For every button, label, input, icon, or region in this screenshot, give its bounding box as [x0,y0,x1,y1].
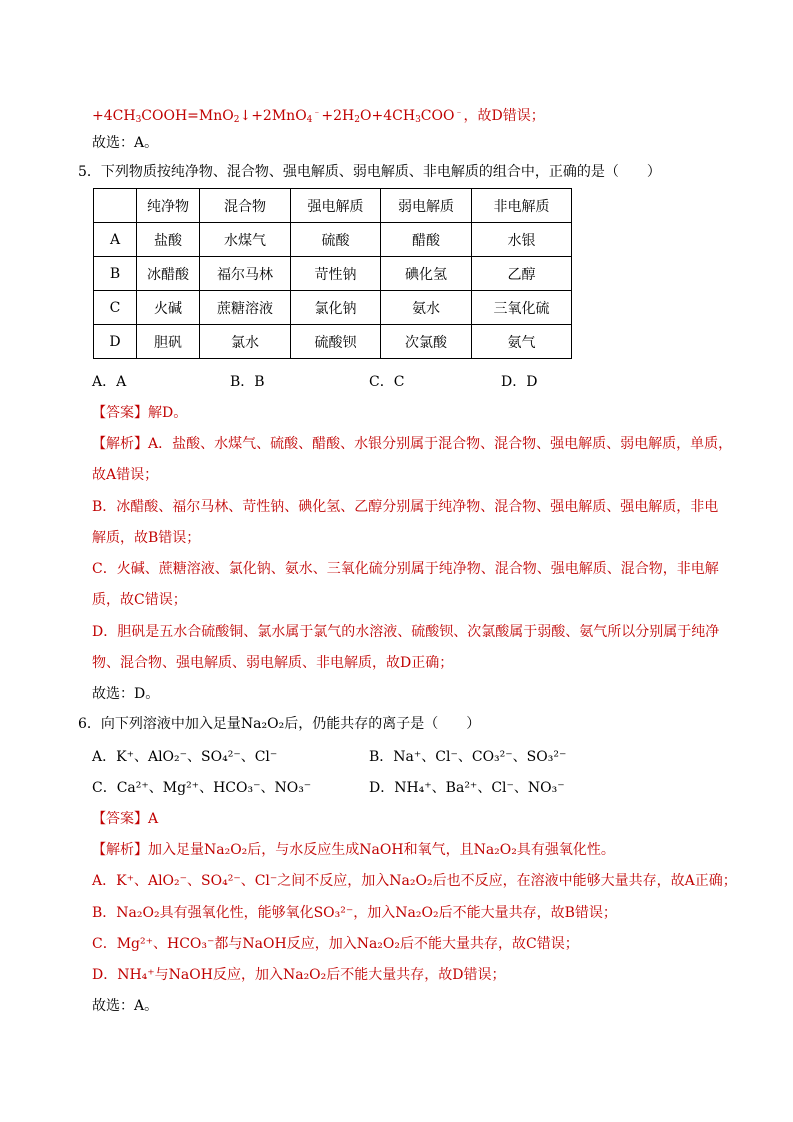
eq-part: COO [420,108,455,124]
analysis-line: 物、混合物、强电解质、弱电解质、非电解质，故D正确； [92,655,454,671]
eq-part: ↓+2MnO [239,108,307,124]
table-cell: 氯化钠 [291,291,381,325]
analysis-line: D．胆矾是五水合硫酸铜、氯水属于氯气的水溶液、硫酸钡、次氯酸属于弱酸、氨气所以分别属于纯净 [92,624,720,640]
table-row [94,325,572,359]
option-d: D．NH₄⁺、Ba²⁺、Cl⁻、NO₃⁻ [369,780,565,796]
table-cell: 乙醇 [472,257,572,291]
answer-label: 【答案】 [92,405,148,421]
analysis-line [92,840,615,860]
option-c: C．C [369,374,405,390]
table-row [94,257,572,291]
table-header-cell: 强电解质 [291,189,381,223]
table-header-cell: 纯净物 [137,189,200,223]
question-5-stem: 5．下列物质按纯净物、混合物、强电解质、弱电解质、非电解质的组合中，正确的是（ ） [78,164,661,180]
answer-value: A [148,811,159,827]
option-a: A．K⁺、AlO₂⁻、SO₄²⁻、Cl⁻ [92,749,278,765]
analysis-line: C．火碱、蔗糖溶液、氯化钠、氨水、三氧化硫分别属于纯净物、混合物、强电解质、混合物，非电解 [92,561,719,577]
table-cell: 蔗糖溶液 [200,291,291,325]
option-d: D．D [501,374,538,390]
table-cell: 氨气 [472,325,572,359]
table-cell: 火碱 [137,291,200,325]
analysis-line: A．K⁺、AlO₂⁻、SO₄²⁻、Cl⁻之间不反应，加入Na₂O₂后也不反应，在溶液中能够大量共存，故A正确； [92,873,737,889]
table-row [94,291,572,325]
analysis-text: 加入足量Na₂O₂后，与水反应生成NaOH和氧气，且Na₂O₂具有强氧化性。 [148,842,615,858]
table-cell: 次氯酸 [381,325,472,359]
option-c: C．Ca²⁺、Mg²⁺、HCO₃⁻、NO₃⁻ [92,780,312,796]
table-cell: A [94,223,137,257]
analysis-line [92,434,732,454]
eq-part: COOH=MnO [141,108,234,124]
table-cell: 冰醋酸 [137,257,200,291]
analysis-text: A．盐酸、水煤气、硫酸、醋酸、水银分别属于混合物、混合物、强电解质、弱电解质，单质， [148,436,733,452]
choose-line: 故选：D。 [92,686,160,702]
table-cell: 水银 [472,223,572,257]
table-cell: 氯水 [200,325,291,359]
table-row [94,223,572,257]
answer-label: 【答案】 [92,811,148,827]
eq-part: ，故D错误； [463,108,545,124]
table-header-cell: 弱电解质 [381,189,472,223]
table-cell: 硫酸钡 [291,325,381,359]
table-cell: 三氧化硫 [472,291,572,325]
table-cell: 硫酸 [291,223,381,257]
analysis-line: 质，故C错误； [92,592,187,608]
option-b: B．B [230,374,265,390]
table-cell: D [94,325,137,359]
table-cell: 碘化氢 [381,257,472,291]
classification-table [93,188,572,359]
table-cell: B [94,257,137,291]
eq-part: +4CH [92,108,136,124]
analysis-label: 【解析】 [92,436,148,452]
eq-part: O+4CH [360,108,416,124]
answer-value: 解D。 [148,405,188,421]
table-cell: 福尔马林 [200,257,291,291]
table-header-cell: 混合物 [200,189,291,223]
answer-line [92,403,187,423]
table-header-row [94,189,572,223]
question-6-stem: 6．向下列溶液中加入足量Na₂O₂后，仍能共存的离子是（ ） [78,716,481,732]
table-cell: 水煤气 [200,223,291,257]
table-cell: 醋酸 [381,223,472,257]
analysis-line: 解质，故B错误； [92,530,201,546]
analysis-line: D．NH₄⁺与NaOH反应，加入Na₂O₂后不能大量共存，故D错误； [92,967,506,983]
analysis-line: 故A错误； [92,467,159,483]
table-cell: C [94,291,137,325]
table-header-cell [94,189,137,223]
table-cell: 苛性钠 [291,257,381,291]
analysis-line: B．Na₂O₂具有强氧化性，能够氧化SO₃²⁻，加入Na₂O₂后不能大量共存，故B错误； [92,905,617,921]
choose-line: 故选：A。 [92,135,159,151]
answer-line [92,809,158,829]
eq-part: +2H [321,108,355,124]
table-cell: 氨水 [381,291,472,325]
equation-line: $+4CH_3COOH=MnO_2↓+2MnO_4^﹣+2H_2O+4CH_3COO^﹣$，故D错误； [92,108,545,125]
choose-line: 故选：A。 [92,998,159,1014]
table-header-cell: 非电解质 [472,189,572,223]
option-b: B．Na⁺、Cl⁻、CO₃²⁻、SO₃²⁻ [369,749,567,765]
table-cell: 盐酸 [137,223,200,257]
table-cell: 胆矾 [137,325,200,359]
analysis-line: C．Mg²⁺、HCO₃⁻都与NaOH反应，加入Na₂O₂后不能大量共存，故C错误； [92,936,579,952]
option-a: A．A [92,374,127,390]
analysis-label: 【解析】 [92,842,148,858]
analysis-line: B．冰醋酸、福尔马林、苛性钠、碘化氢、乙醇分别属于纯净物、混合物、强电解质、强电解质，非电 [92,499,719,515]
